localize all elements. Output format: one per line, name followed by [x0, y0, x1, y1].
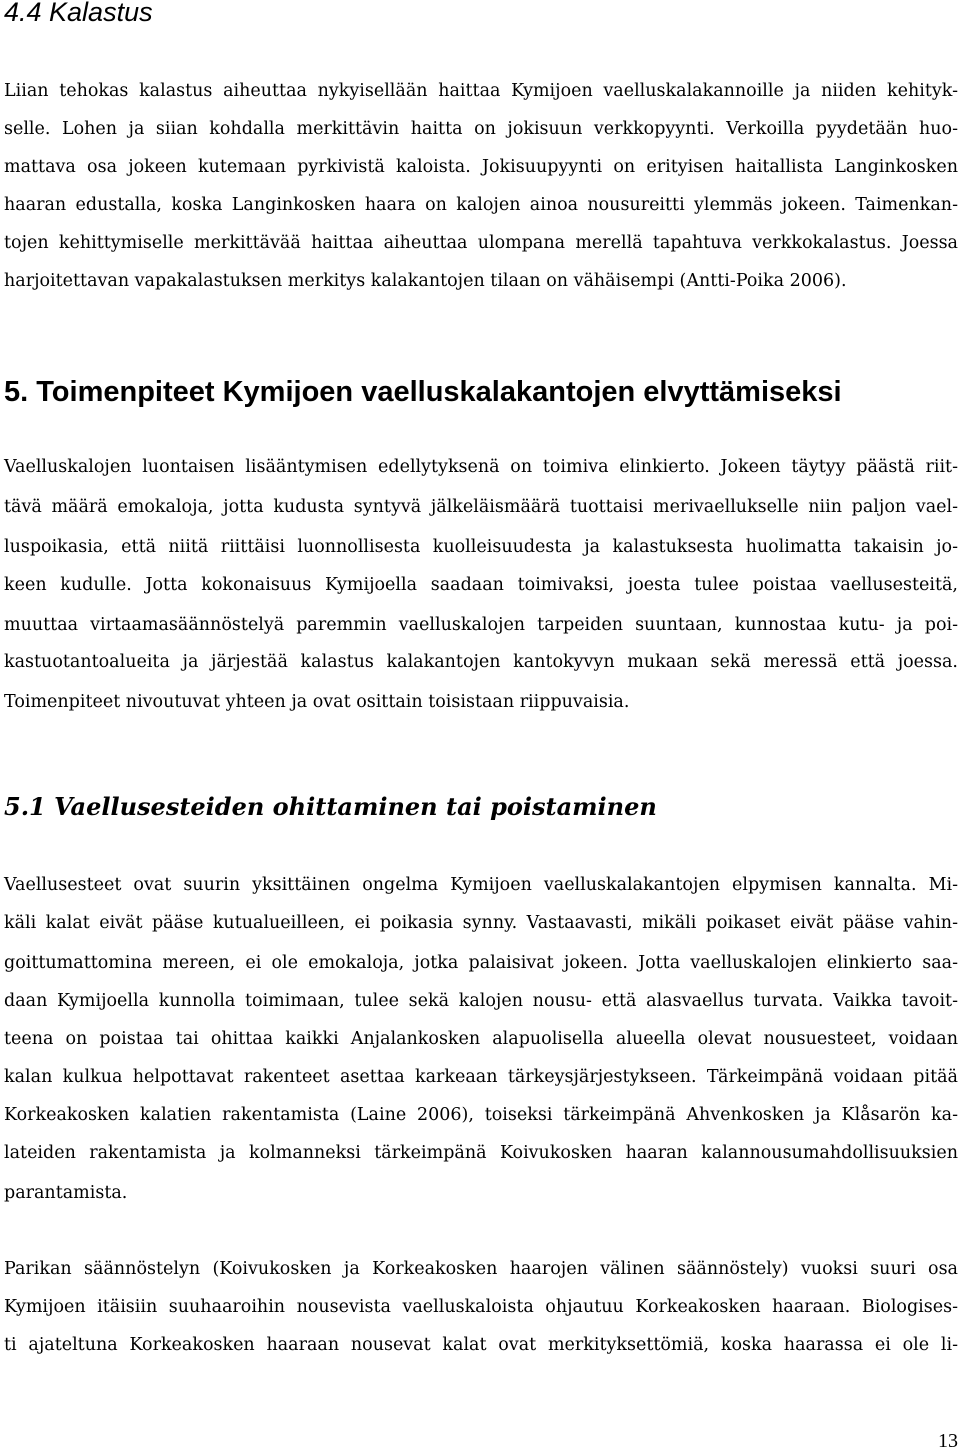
text-line: kastuotantoalueita ja järjestää kalastus kalakantojen kantokyvyn mukaan sekä meressä että joessa. — [4, 652, 958, 672]
text-line: Toimenpiteet nivoutuvat yhteen ja ovat osittain toisistaan riippuvaisia. — [4, 692, 630, 712]
text-line: muuttaa virtaamasäännöstelyä paremmin vaelluskalojen tarpeiden suuntaan, kunnostaa kutu- ja poi- — [4, 615, 958, 635]
text-line: harjoitettavan vapakalastuksen merkitys kalakantojen tilaan on vähäisempi (Antti-Poika 2006). — [4, 271, 847, 291]
text-line: teena on poistaa tai ohittaa kaikki Anjalankosken alapuolisella alueella olevat nousuesteet, voidaan — [4, 1029, 958, 1049]
text-line: haaran edustalla, koska Langinkosken haara on kalojen ainoa nousureitti ylemmäs jokeen. Taimenkan- — [4, 195, 958, 215]
text-line: selle. Lohen ja siian kohdalla merkittävin haitta on jokisuun verkkopyynti. Verkoilla pyydetään huo- — [4, 119, 958, 139]
text-line: Parikan säännöstelyn (Koivukosken ja Korkeakosken haarojen välinen säännöstely) vuoksi suuri osa — [4, 1259, 958, 1279]
text-line: käli kalat eivät pääse kutualueilleen, ei poikasia synny. Vastaavasti, mikäli poikaset eivät pääse vahin- — [4, 913, 958, 933]
text-line: keen kudulle. Jotta kokonaisuus Kymijoella saadaan toimivaksi, joesta tulee poistaa vaellusesteitä, — [4, 575, 958, 595]
chapter-heading-5: 5. Toimenpiteet Kymijoen vaelluskalakantojen elvyttämiseksi — [4, 376, 842, 408]
text-line: tojen kehittymiselle merkittävää haittaa aiheuttaa ulompana merellä tapahtuva verkkokalastus. Joessa — [4, 233, 958, 253]
page-number: 13 — [938, 1430, 958, 1452]
text-line: luspoikasia, että niitä riittäisi luonnollisesta kuolleisuudesta ja kalastuksesta huolimatta takaisin jo- — [4, 537, 958, 557]
text-line: ti ajateltuna Korkeakosken haaraan nousevat kalat ovat merkityksettömiä, koska haarassa ei ole li- — [4, 1335, 958, 1355]
text-line: goittumattomina mereen, ei ole emokaloja, jotka palaisivat jokeen. Jotta vaelluskalojen elinkierto saa- — [4, 953, 958, 973]
text-line: Kymijoen itäisiin suuhaaroihin nousevista vaelluskaloista ohjautuu Korkeakosken haaraan. Biologises- — [4, 1297, 958, 1317]
text-line: lateiden rakentamista ja kolmanneksi tärkeimpänä Koivukosken haaran kalannousumahdollisuuksien — [4, 1143, 958, 1163]
section-heading-5-1: 5.1 Vaellusesteiden ohittaminen tai poistaminen — [4, 792, 657, 821]
section-heading-4-4: 4.4 Kalastus — [4, 0, 153, 27]
text-line: Korkeakosken kalatien rakentamista (Laine 2006), toiseksi tärkeimpänä Ahvenkosken ja Klåsarön ka- — [4, 1105, 958, 1125]
text-line: Vaellusesteet ovat suurin yksittäinen ongelma Kymijoen vaelluskalakantojen elpymisen kannalta. Mi- — [4, 875, 958, 895]
text-line: tävä määrä emokaloja, jotta kudusta syntyvä jälkeläismäärä tuottaisi merivaellukselle niin paljon vael- — [4, 497, 958, 517]
text-line: Liian tehokas kalastus aiheuttaa nykyisellään haittaa Kymijoen vaelluskalakannoille ja niiden kehityk- — [4, 81, 958, 101]
text-line: daan Kymijoella kunnolla toimimaan, tulee sekä kalojen nousu- että alasvaellus turvata. Vaikka tavoit- — [4, 991, 958, 1011]
text-line: Vaelluskalojen luontaisen lisääntymisen edellytyksenä on toimiva elinkierto. Jokeen täytyy päästä riit- — [4, 457, 958, 477]
text-line: parantamista. — [4, 1183, 128, 1203]
text-line: mattava osa jokeen kutemaan pyrkivistä kaloista. Jokisuupyynti on erityisen haitallista Langinkosken — [4, 157, 958, 177]
text-line: kalan kulkua helpottavat rakenteet asettaa karkeaan tärkeysjärjestykseen. Tärkeimpänä voidaan pitää — [4, 1067, 958, 1087]
